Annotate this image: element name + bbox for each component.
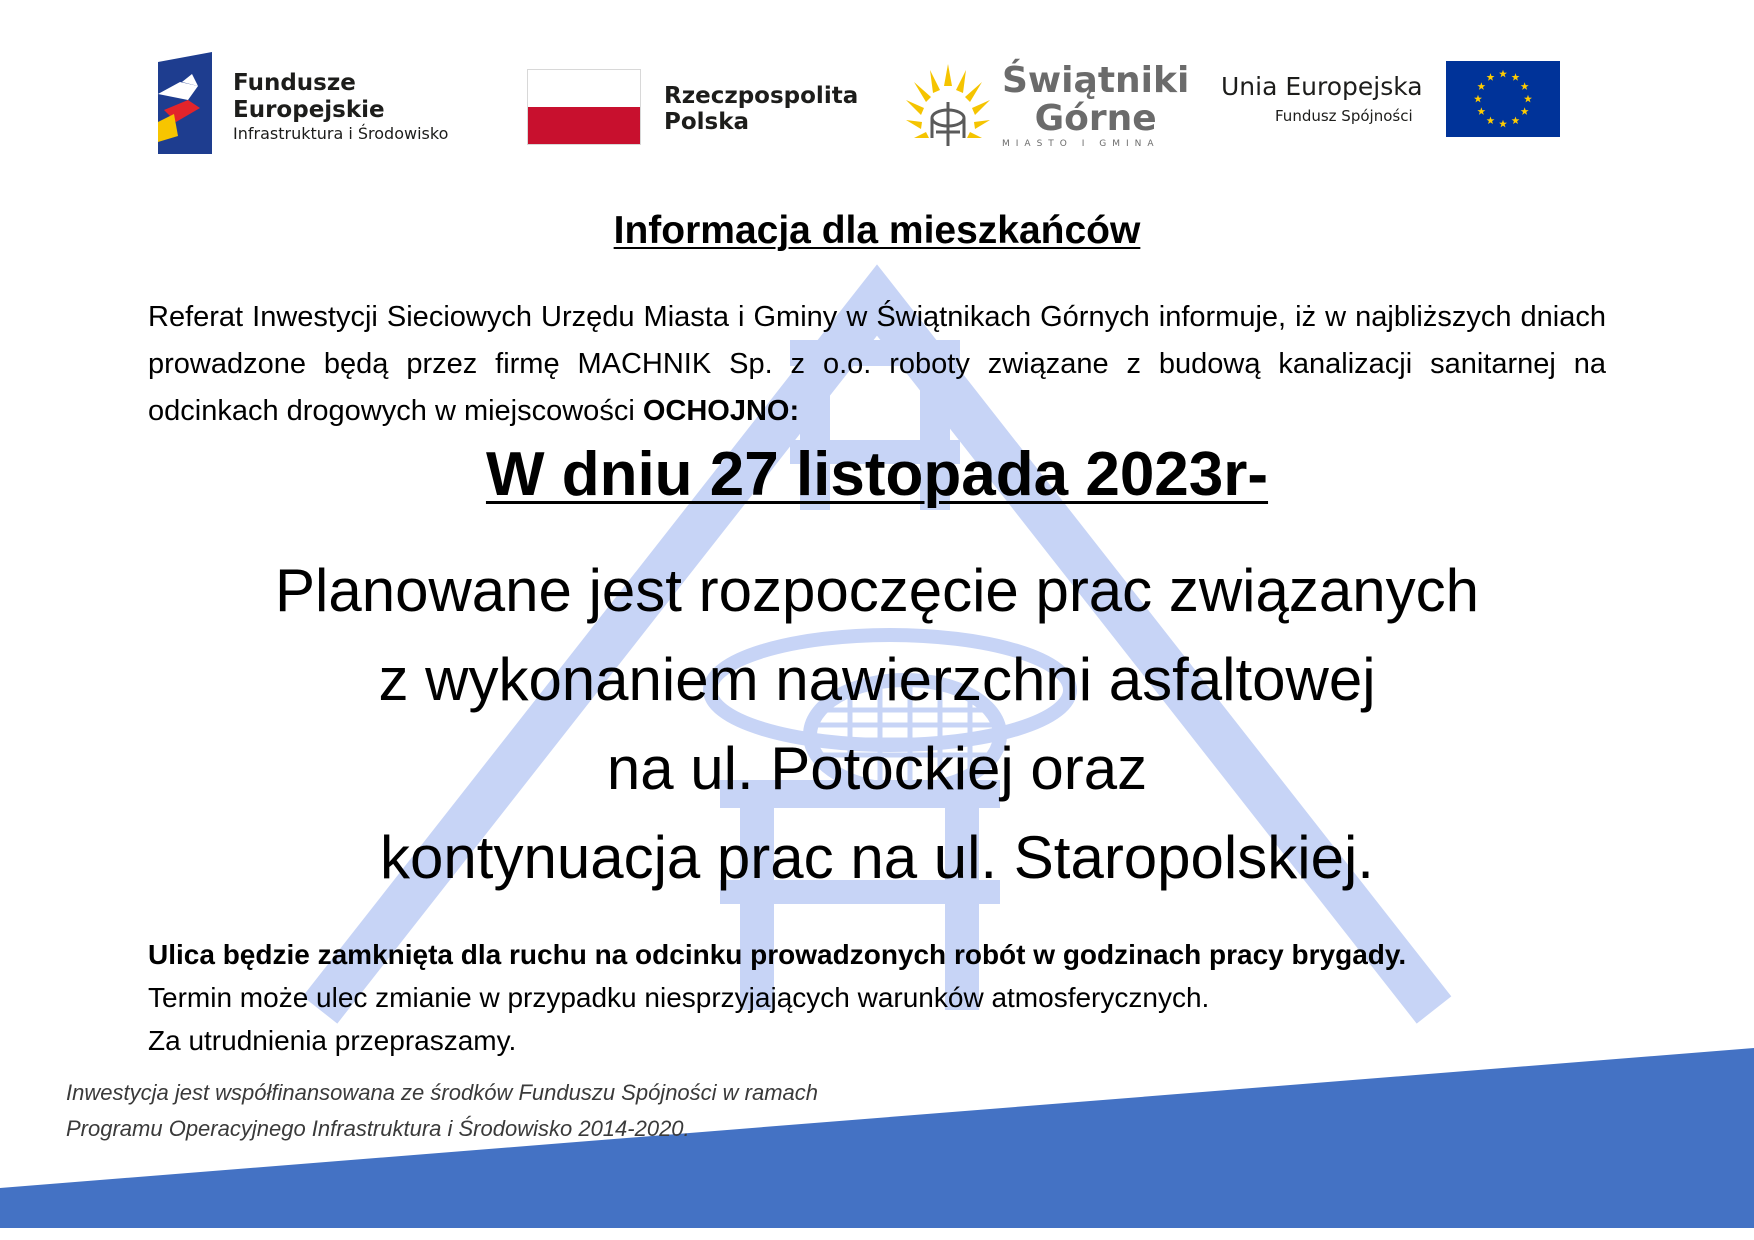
rp-line2: Polska bbox=[664, 109, 750, 135]
page-title bbox=[0, 208, 1754, 254]
announcement-line-3: na ul. Potockiej oraz bbox=[606, 735, 1148, 802]
intro-paragraph bbox=[148, 294, 1606, 435]
swiatniki-crest-icon bbox=[902, 60, 994, 154]
ue-subtitle: Fundusz Spójności bbox=[1275, 107, 1413, 125]
intro-place: OCHOJNO: bbox=[642, 395, 800, 427]
sg-title bbox=[1002, 62, 1189, 138]
announcement-line-2: z wykonaniem nawierzchni asfaltowej bbox=[378, 646, 1376, 713]
term-note: Termin może ulec zmianie w przypadku niesprzyjających warunków atmosferycznych. bbox=[148, 982, 1210, 1013]
funding-line-1: Inwestycja jest współfinansowana ze środków Funduszu Spójności w ramach bbox=[66, 1080, 819, 1105]
intro-text: Referat Inwestycji Sieciowych Urzędu Miasta i Gminy w Świątnikach Górnych informuje, iż w najbliższych dniach prowadzone będą przez firmę MACHNIK Sp. z o.o. roboty związane z budową kanalizacji sanitarnej na odcinkach drogowych w miejscowości bbox=[148, 301, 1606, 427]
eu-flag-icon bbox=[1446, 61, 1560, 137]
rp-line1: Rzeczpospolita bbox=[664, 83, 859, 109]
fundusze-europejskie-logo bbox=[158, 52, 212, 154]
fe-title-line1: Fundusze bbox=[233, 70, 356, 96]
date-heading-text: W dniu 27 listopada 2023r- bbox=[485, 440, 1269, 509]
polish-flag-icon bbox=[527, 69, 641, 145]
funding-line-2: Programu Operacyjnego Infrastruktura i Środowisko 2014-2020. bbox=[66, 1116, 690, 1141]
rp-text bbox=[664, 83, 858, 135]
date-heading bbox=[0, 438, 1754, 512]
fe-subtitle: Infrastruktura i Środowisko bbox=[233, 124, 449, 143]
apology-note: Za utrudnienia przepraszamy. bbox=[148, 1025, 517, 1056]
fe-title bbox=[233, 70, 385, 124]
announcement-line-1: Planowane jest rozpoczęcie prac związanych bbox=[275, 557, 1479, 624]
closure-note: Ulica będzie zamknięta dla ruchu na odcinku prowadzonych robót w godzinach pracy brygady. bbox=[148, 939, 1407, 970]
announcement-line-4: kontynuacja prac na ul. Staropolskiej. bbox=[380, 824, 1374, 891]
fe-title-line2: Europejskie bbox=[233, 97, 385, 123]
ue-title: Unia Europejska bbox=[1221, 72, 1423, 101]
page-title-text: Informacja dla mieszkańców bbox=[613, 209, 1141, 252]
sg-subtitle: MIASTO I GMINA bbox=[1002, 139, 1160, 149]
sg-line1: Świątniki bbox=[1002, 60, 1190, 101]
sg-line2: Górne bbox=[1034, 98, 1157, 139]
